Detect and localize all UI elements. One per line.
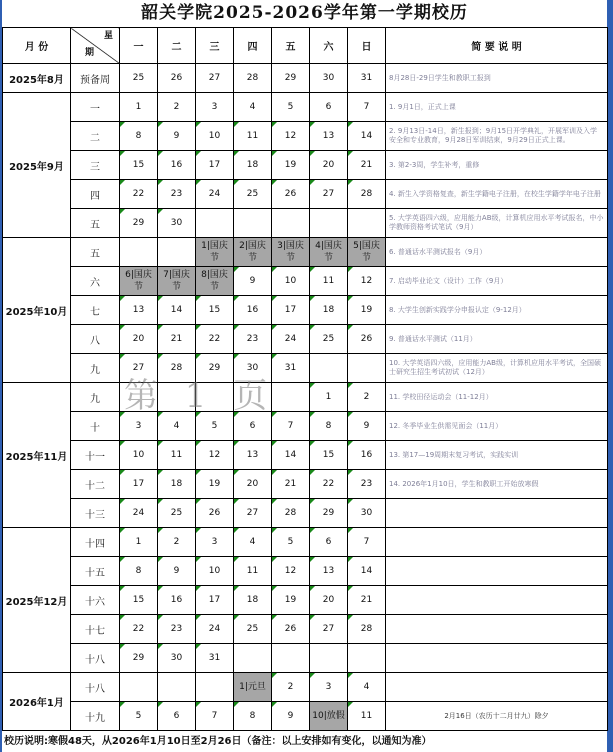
date-cell: 14 xyxy=(272,441,310,470)
date-cell: 9 xyxy=(348,412,386,441)
date-cell: 25 xyxy=(158,499,196,528)
date-cell: 5 xyxy=(272,93,310,122)
date-cell: 29 xyxy=(196,354,234,383)
week-diagonal-header xyxy=(71,28,120,64)
date-cell: 7 xyxy=(272,412,310,441)
week-number-cell: 十九 xyxy=(71,702,120,731)
date-cell: 14 xyxy=(158,296,196,325)
date-cell: 4 xyxy=(348,673,386,702)
date-cell: 29 xyxy=(272,64,310,93)
date-cell: 3 xyxy=(310,673,348,702)
date-cell: 9 xyxy=(272,702,310,731)
note-cell xyxy=(386,557,608,586)
week-number-cell: 十八 xyxy=(71,673,120,702)
week-row xyxy=(3,673,608,702)
empty-date-cell xyxy=(158,238,196,267)
week-row xyxy=(3,615,608,644)
date-cell: 12 xyxy=(196,441,234,470)
holiday-date-cell: 2|国庆节 xyxy=(234,238,272,267)
note-cell: 5. 大学英语四六级，应用能力AB级，计算机应用水平考试报名，中小学教师资格考试笔试（9月） xyxy=(386,209,608,238)
empty-date-cell xyxy=(310,209,348,238)
date-cell: 10 xyxy=(196,557,234,586)
date-cell: 14 xyxy=(348,122,386,151)
diag-label-mid: 期 xyxy=(85,48,95,58)
date-cell: 31 xyxy=(348,64,386,93)
week-row xyxy=(3,64,608,93)
date-cell: 19 xyxy=(196,470,234,499)
holiday-date-cell: 7|国庆节 xyxy=(158,267,196,296)
week-row xyxy=(3,470,608,499)
week-number-cell: 八 xyxy=(71,325,120,354)
month-cell: 2025年9月 xyxy=(3,93,71,238)
date-cell: 4 xyxy=(234,93,272,122)
date-cell: 1 xyxy=(120,93,158,122)
date-cell: 30 xyxy=(158,209,196,238)
date-cell: 26 xyxy=(348,325,386,354)
date-cell: 15 xyxy=(310,441,348,470)
date-cell: 10 xyxy=(120,441,158,470)
note-cell: 10. 大学英语四六级，应用能力AB级，计算机应用水平考试，全国硕士研究生招生考试初试（12月） xyxy=(386,354,608,383)
date-cell: 18 xyxy=(158,470,196,499)
diag-label-top: 星 xyxy=(103,31,113,41)
week-row xyxy=(3,528,608,557)
date-cell: 7 xyxy=(348,93,386,122)
date-cell: 26 xyxy=(272,180,310,209)
date-cell: 28 xyxy=(158,354,196,383)
note-cell xyxy=(386,586,608,615)
date-cell: 6 xyxy=(158,702,196,731)
week-row xyxy=(3,122,608,151)
date-cell: 7 xyxy=(348,528,386,557)
date-cell: 13 xyxy=(234,441,272,470)
note-cell: 7. 启动毕业论文（设计）工作（9月） xyxy=(386,267,608,296)
date-cell: 11 xyxy=(234,557,272,586)
date-cell: 3 xyxy=(196,528,234,557)
empty-date-cell xyxy=(310,354,348,383)
note-cell: 8. 大学生创新实践学分申报认定（9-12月） xyxy=(386,296,608,325)
week-number-cell: 三 xyxy=(71,151,120,180)
date-cell: 8 xyxy=(120,557,158,586)
date-cell: 21 xyxy=(348,586,386,615)
week-number-cell: 七 xyxy=(71,296,120,325)
month-cell: 2026年1月 xyxy=(3,673,71,731)
week-row xyxy=(3,644,608,673)
date-cell: 23 xyxy=(158,615,196,644)
holiday-date-cell: 4|国庆节 xyxy=(310,238,348,267)
holiday-date-cell: 5|国庆节 xyxy=(348,238,386,267)
note-cell xyxy=(386,499,608,528)
date-cell: 31 xyxy=(272,354,310,383)
week-number-cell: 十八 xyxy=(71,644,120,673)
week-row xyxy=(3,702,608,731)
date-cell: 11 xyxy=(348,702,386,731)
date-cell: 27 xyxy=(120,354,158,383)
date-cell: 12 xyxy=(272,557,310,586)
date-cell: 24 xyxy=(120,499,158,528)
date-cell: 23 xyxy=(234,325,272,354)
date-cell: 22 xyxy=(120,180,158,209)
week-number-cell: 十六 xyxy=(71,586,120,615)
week-row xyxy=(3,238,608,267)
holiday-date-cell: 1|元旦 xyxy=(234,673,272,702)
date-cell: 15 xyxy=(120,586,158,615)
week-number-cell: 五 xyxy=(71,209,120,238)
holiday-date-cell: 3|国庆节 xyxy=(272,238,310,267)
date-cell: 3 xyxy=(120,412,158,441)
date-cell: 4 xyxy=(158,412,196,441)
weekday-header: 五 xyxy=(272,28,310,64)
empty-date-cell xyxy=(120,383,158,412)
date-cell: 22 xyxy=(120,615,158,644)
date-cell: 29 xyxy=(120,209,158,238)
date-cell: 30 xyxy=(234,354,272,383)
month-cell: 2025年8月 xyxy=(3,64,71,93)
weekday-header: 三 xyxy=(196,28,234,64)
date-cell: 23 xyxy=(348,470,386,499)
date-cell: 18 xyxy=(234,586,272,615)
note-cell: 4. 新生入学资格复查，新生学籍电子注册，在校生学籍学年电子注册 xyxy=(386,180,608,209)
date-cell: 14 xyxy=(348,557,386,586)
date-cell: 29 xyxy=(120,644,158,673)
note-cell: 3. 第2-3周，学生补考，重修 xyxy=(386,151,608,180)
date-cell: 3 xyxy=(196,93,234,122)
date-cell: 2 xyxy=(272,673,310,702)
calendar-footer-note: 校历说明:寒假48天，从2026年1月10日至2月26日（备注：以上安排如有变化，以通知为准） xyxy=(4,736,432,747)
date-cell: 26 xyxy=(272,615,310,644)
date-cell: 27 xyxy=(310,615,348,644)
date-cell: 4 xyxy=(234,528,272,557)
holiday-date-cell: 8|国庆节 xyxy=(196,267,234,296)
date-cell: 16 xyxy=(234,296,272,325)
date-cell: 30 xyxy=(158,644,196,673)
date-cell: 16 xyxy=(158,586,196,615)
empty-date-cell xyxy=(120,238,158,267)
week-number-cell: 十一 xyxy=(71,441,120,470)
week-row xyxy=(3,325,608,354)
empty-date-cell xyxy=(120,673,158,702)
date-cell: 17 xyxy=(196,586,234,615)
date-cell: 28 xyxy=(348,180,386,209)
date-cell: 17 xyxy=(196,151,234,180)
note-cell xyxy=(386,528,608,557)
empty-date-cell xyxy=(196,383,234,412)
note-cell: 12. 冬季毕业生供需见面会（11月） xyxy=(386,412,608,441)
date-cell: 2 xyxy=(158,528,196,557)
note-cell xyxy=(386,673,608,702)
date-cell: 20 xyxy=(310,586,348,615)
date-cell: 17 xyxy=(272,296,310,325)
week-number-cell: 十四 xyxy=(71,528,120,557)
calendar-table xyxy=(2,27,608,731)
date-cell: 24 xyxy=(272,325,310,354)
empty-date-cell xyxy=(310,644,348,673)
date-cell: 24 xyxy=(196,180,234,209)
week-row xyxy=(3,499,608,528)
date-cell: 28 xyxy=(272,499,310,528)
date-cell: 12 xyxy=(272,122,310,151)
week-row xyxy=(3,354,608,383)
week-row xyxy=(3,180,608,209)
week-number-cell: 九 xyxy=(71,383,120,412)
empty-date-cell xyxy=(196,209,234,238)
week-row xyxy=(3,586,608,615)
note-cell: 9. 普通话水平测试（11月） xyxy=(386,325,608,354)
note-cell: 11. 学校田径运动会（11-12月） xyxy=(386,383,608,412)
date-cell: 28 xyxy=(234,64,272,93)
note-cell: 2月16日（农历十二月廿九）除夕 xyxy=(386,702,608,731)
date-cell: 15 xyxy=(196,296,234,325)
date-cell: 19 xyxy=(272,151,310,180)
empty-date-cell xyxy=(234,644,272,673)
week-number-cell: 十五 xyxy=(71,557,120,586)
date-cell: 9 xyxy=(158,122,196,151)
page-watermark: 第 1 页 xyxy=(124,376,276,416)
empty-date-cell xyxy=(272,209,310,238)
weekday-header: 一 xyxy=(120,28,158,64)
date-cell: 18 xyxy=(310,296,348,325)
header-row xyxy=(3,28,608,64)
date-cell: 25 xyxy=(234,615,272,644)
date-cell: 5 xyxy=(196,412,234,441)
date-cell: 16 xyxy=(348,441,386,470)
week-row xyxy=(3,151,608,180)
date-cell: 8 xyxy=(310,412,348,441)
date-cell: 27 xyxy=(310,180,348,209)
week-row xyxy=(3,296,608,325)
week-row xyxy=(3,441,608,470)
date-cell: 20 xyxy=(310,151,348,180)
date-cell: 5 xyxy=(272,528,310,557)
date-cell: 26 xyxy=(196,499,234,528)
empty-date-cell xyxy=(158,673,196,702)
page-title: 韶关学院2025-2026学年第一学期校历 xyxy=(141,3,468,23)
empty-date-cell xyxy=(234,209,272,238)
weekday-header: 四 xyxy=(234,28,272,64)
empty-date-cell xyxy=(348,354,386,383)
empty-date-cell xyxy=(348,209,386,238)
date-cell: 25 xyxy=(310,325,348,354)
note-cell xyxy=(386,644,608,673)
holiday-date-cell: 1|国庆节 xyxy=(196,238,234,267)
note-cell: 1. 9月1日，正式上课 xyxy=(386,93,608,122)
date-cell: 30 xyxy=(310,64,348,93)
date-cell: 1 xyxy=(310,383,348,412)
date-cell: 6 xyxy=(234,412,272,441)
week-number-cell: 二 xyxy=(71,122,120,151)
week-number-cell: 一 xyxy=(71,93,120,122)
empty-date-cell xyxy=(196,673,234,702)
note-cell: 8月28日-29日学生和教职工报到 xyxy=(386,64,608,93)
week-number-cell: 六 xyxy=(71,267,120,296)
date-cell: 17 xyxy=(120,470,158,499)
empty-date-cell xyxy=(348,644,386,673)
holiday-date-cell: 10|放假 xyxy=(310,702,348,731)
note-cell: 2. 9月13日-14日，新生报到；9月15日开学典礼，开展军训及入学安全和专业教育，9月28日军训结束，9月29日正式上课。 xyxy=(386,122,608,151)
note-cell xyxy=(386,615,608,644)
date-cell: 20 xyxy=(120,325,158,354)
date-cell: 18 xyxy=(234,151,272,180)
weekday-header: 六 xyxy=(310,28,348,64)
weekday-header: 日 xyxy=(348,28,386,64)
date-cell: 21 xyxy=(348,151,386,180)
date-cell: 25 xyxy=(120,64,158,93)
date-cell: 22 xyxy=(196,325,234,354)
date-cell: 30 xyxy=(348,499,386,528)
week-row xyxy=(3,93,608,122)
date-cell: 20 xyxy=(234,470,272,499)
date-cell: 6 xyxy=(310,93,348,122)
date-cell: 25 xyxy=(234,180,272,209)
date-cell: 27 xyxy=(234,499,272,528)
date-cell: 28 xyxy=(348,615,386,644)
week-row xyxy=(3,412,608,441)
holiday-date-cell: 6|国庆节 xyxy=(120,267,158,296)
date-cell: 13 xyxy=(310,122,348,151)
week-number-cell: 预备周 xyxy=(71,64,120,93)
date-cell: 11 xyxy=(310,267,348,296)
note-cell: 14. 2026年1月10日，学生和教职工开始放寒假 xyxy=(386,470,608,499)
week-number-cell: 五 xyxy=(71,238,120,267)
date-cell: 27 xyxy=(196,64,234,93)
week-number-cell: 九 xyxy=(71,354,120,383)
date-cell: 10 xyxy=(272,267,310,296)
month-cell: 2025年12月 xyxy=(3,528,71,673)
date-cell: 9 xyxy=(158,557,196,586)
empty-date-cell xyxy=(272,644,310,673)
week-row xyxy=(3,383,608,412)
date-cell: 23 xyxy=(158,180,196,209)
date-cell: 13 xyxy=(120,296,158,325)
date-cell: 21 xyxy=(158,325,196,354)
week-row xyxy=(3,557,608,586)
week-row xyxy=(3,209,608,238)
calendar-sheet xyxy=(2,0,607,752)
date-cell: 5 xyxy=(120,702,158,731)
date-cell: 1 xyxy=(120,528,158,557)
date-cell: 22 xyxy=(310,470,348,499)
note-cell: 6. 普通话水平测试报名（9月） xyxy=(386,238,608,267)
date-cell: 2 xyxy=(158,93,196,122)
week-row xyxy=(3,267,608,296)
week-number-cell: 十二 xyxy=(71,470,120,499)
week-number-cell: 十 xyxy=(71,412,120,441)
month-cell: 2025年11月 xyxy=(3,383,71,528)
note-cell: 13. 第17—19周期末复习考试，实践实训 xyxy=(386,441,608,470)
empty-date-cell xyxy=(234,383,272,412)
date-cell: 19 xyxy=(272,586,310,615)
empty-date-cell xyxy=(158,383,196,412)
date-cell: 13 xyxy=(310,557,348,586)
week-number-cell: 十七 xyxy=(71,615,120,644)
date-cell: 15 xyxy=(120,151,158,180)
date-cell: 8 xyxy=(120,122,158,151)
month-cell: 2025年10月 xyxy=(3,238,71,383)
date-cell: 12 xyxy=(348,267,386,296)
date-cell: 21 xyxy=(272,470,310,499)
weekday-header: 二 xyxy=(158,28,196,64)
empty-date-cell xyxy=(272,383,310,412)
date-cell: 29 xyxy=(310,499,348,528)
date-cell: 10 xyxy=(196,122,234,151)
date-cell: 8 xyxy=(234,702,272,731)
date-cell: 11 xyxy=(158,441,196,470)
date-cell: 24 xyxy=(196,615,234,644)
date-cell: 26 xyxy=(158,64,196,93)
date-cell: 19 xyxy=(348,296,386,325)
date-cell: 16 xyxy=(158,151,196,180)
date-cell: 31 xyxy=(196,644,234,673)
date-cell: 7 xyxy=(196,702,234,731)
week-number-cell: 十三 xyxy=(71,499,120,528)
date-cell: 9 xyxy=(234,267,272,296)
month-header: 月 份 xyxy=(3,28,71,64)
date-cell: 6 xyxy=(310,528,348,557)
notes-header: 简 要 说 明 xyxy=(386,28,608,64)
week-number-cell: 四 xyxy=(71,180,120,209)
date-cell: 2 xyxy=(348,383,386,412)
date-cell: 11 xyxy=(234,122,272,151)
